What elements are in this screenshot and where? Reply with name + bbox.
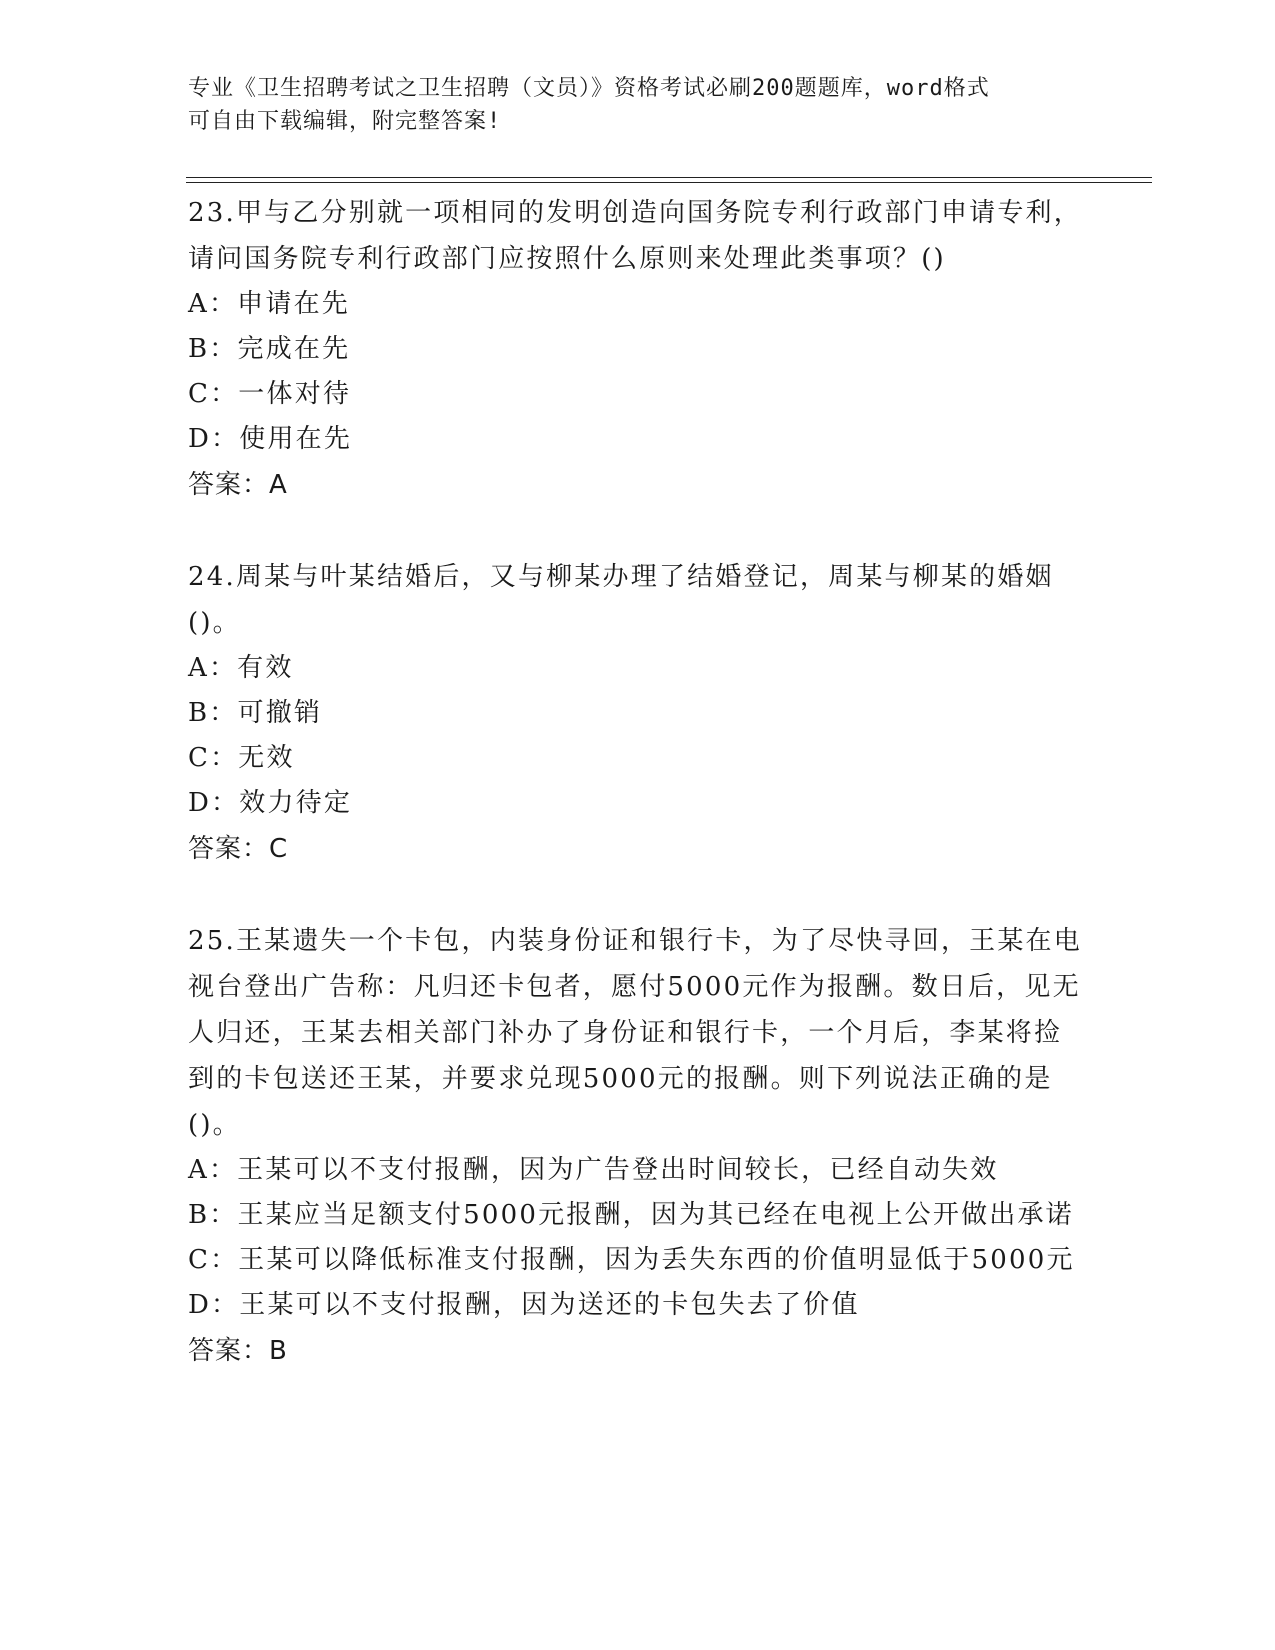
question-25 xyxy=(188,916,1088,1374)
question-list xyxy=(188,188,1088,1418)
question-stem: 23.甲与乙分别就一项相同的发明创造向国务院专利行政部门申请专利，请问国务院专利行政部门应按照什么原则来处理此类事项？() xyxy=(188,198,1082,274)
question-stem: 24.周某与叶某结婚后，又与柳某办理了结婚登记，周某与柳某的婚姻()。 xyxy=(188,562,1054,638)
document-header xyxy=(188,72,1068,138)
option-b: B：完成在先 xyxy=(188,334,351,364)
question-stem: 25.王某遗失一个卡包，内装身份证和银行卡，为了尽快寻回，王某在电视台登出广告称：凡归还卡包者，愿付5000元作为报酬。数日后，见无人归还，王某去相关部门补办了身份证和银行卡，一个月后，李某将捡到的卡包送还王某，并要求兑现5000元的报酬。则下列说法正确的是()。 xyxy=(188,926,1082,1140)
option-d: D：效力待定 xyxy=(188,788,353,818)
header-line-1: 专业《卫生招聘考试之卫生招聘（文员）》资格考试必刷200题题库，word格式 xyxy=(188,76,990,101)
answer-line: 答案：B xyxy=(188,1336,288,1366)
header-divider-bottom xyxy=(186,182,1152,183)
option-d: D：使用在先 xyxy=(188,424,353,454)
header-line-2: 可自由下载编辑，附完整答案! xyxy=(188,109,502,134)
option-b: B：王某应当足额支付5000元报酬，因为其已经在电视上公开做出承诺 xyxy=(188,1200,1074,1230)
option-a: A：有效 xyxy=(188,653,294,683)
answer-line: 答案：A xyxy=(188,470,288,500)
header-divider-top xyxy=(186,177,1152,178)
option-c: C：无效 xyxy=(188,743,295,773)
option-a: A：申请在先 xyxy=(188,289,350,319)
option-a: A：王某可以不支付报酬，因为广告登出时间较长，已经自动失效 xyxy=(188,1155,999,1185)
question-24 xyxy=(188,552,1088,872)
option-c: C：王某可以降低标准支付报酬，因为丢失东西的价值明显低于5000元 xyxy=(188,1245,1075,1275)
option-c: C：一体对待 xyxy=(188,379,352,409)
option-b: B：可撤销 xyxy=(188,698,323,728)
option-d: D：王某可以不支付报酬，因为送还的卡包失去了价值 xyxy=(188,1290,860,1320)
answer-line: 答案：C xyxy=(188,834,289,864)
question-23 xyxy=(188,188,1088,508)
